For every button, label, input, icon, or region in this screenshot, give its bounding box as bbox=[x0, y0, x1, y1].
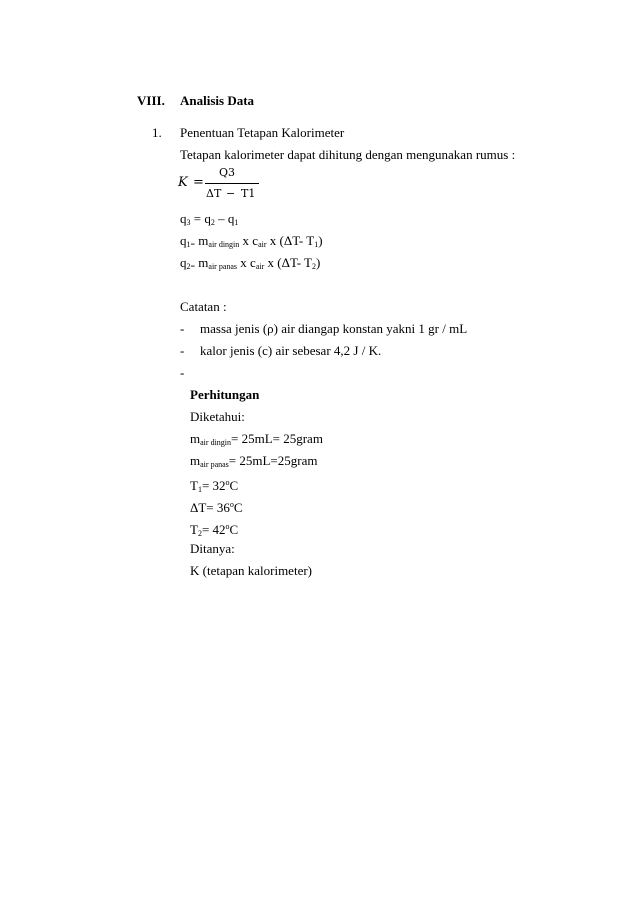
asked-label: Ditanya: bbox=[190, 541, 235, 556]
known-label: Diketahui: bbox=[190, 409, 245, 424]
subsection-title: Penentuan Tetapan Kalorimeter bbox=[180, 125, 345, 140]
note-item: kalor jenis (c) air sebesar 4,2 J / K. bbox=[200, 343, 382, 358]
formula-denominator-a: ΔT bbox=[206, 187, 222, 200]
formula-denominator-b: T1 bbox=[241, 187, 256, 200]
formula-numerator: Q3 bbox=[219, 166, 236, 179]
known-delta-t: $\Delta T= 36^oC$ bbox=[190, 500, 243, 515]
section-number: VIII. bbox=[137, 93, 165, 108]
calc-title: Perhitungan bbox=[190, 387, 260, 402]
intro-text: Tetapan kalorimeter dapat dihitung dengan mengunakan rumus : bbox=[180, 147, 516, 162]
formula-eq: = bbox=[193, 175, 204, 190]
equation-q2: $q_{2=}$ $m_{air panas}$ x $c_{air}$ x (ΔT- $T_2$) bbox=[180, 255, 321, 271]
note-bullet: - bbox=[180, 321, 185, 336]
note-item: massa jenis (ρ) air diangap konstan yakni 1 gr / mL bbox=[200, 321, 468, 336]
section-title: Analisis Data bbox=[180, 93, 255, 108]
known-t2: $T_2= 42^oC$ bbox=[190, 522, 239, 538]
subsection-number: 1. bbox=[152, 125, 162, 140]
asked-value: K (tetapan kalorimeter) bbox=[190, 563, 312, 578]
known-m-dingin: $m_{air dingin}= 25mL=$ 25gram bbox=[190, 431, 323, 447]
formula-lhs: K bbox=[178, 175, 188, 190]
equation-q3: $q_3 = q_2 - q_1$ bbox=[180, 211, 239, 227]
formula-denominator-op: − bbox=[226, 187, 236, 200]
known-m-panas: $m_{air panas}=$ 25mL=25gram bbox=[190, 453, 318, 469]
fraction-bar bbox=[205, 183, 259, 184]
equation-q1: $q_{1=}$ $m_{air dingin}$ x $c_{air}$ x (ΔT- $T_1$) bbox=[180, 233, 323, 249]
note-bullet: - bbox=[180, 365, 185, 380]
note-bullet: - bbox=[180, 343, 185, 358]
known-t1: $T_1= 32^oC$ bbox=[190, 478, 239, 494]
notes-title: Catatan : bbox=[180, 299, 227, 314]
